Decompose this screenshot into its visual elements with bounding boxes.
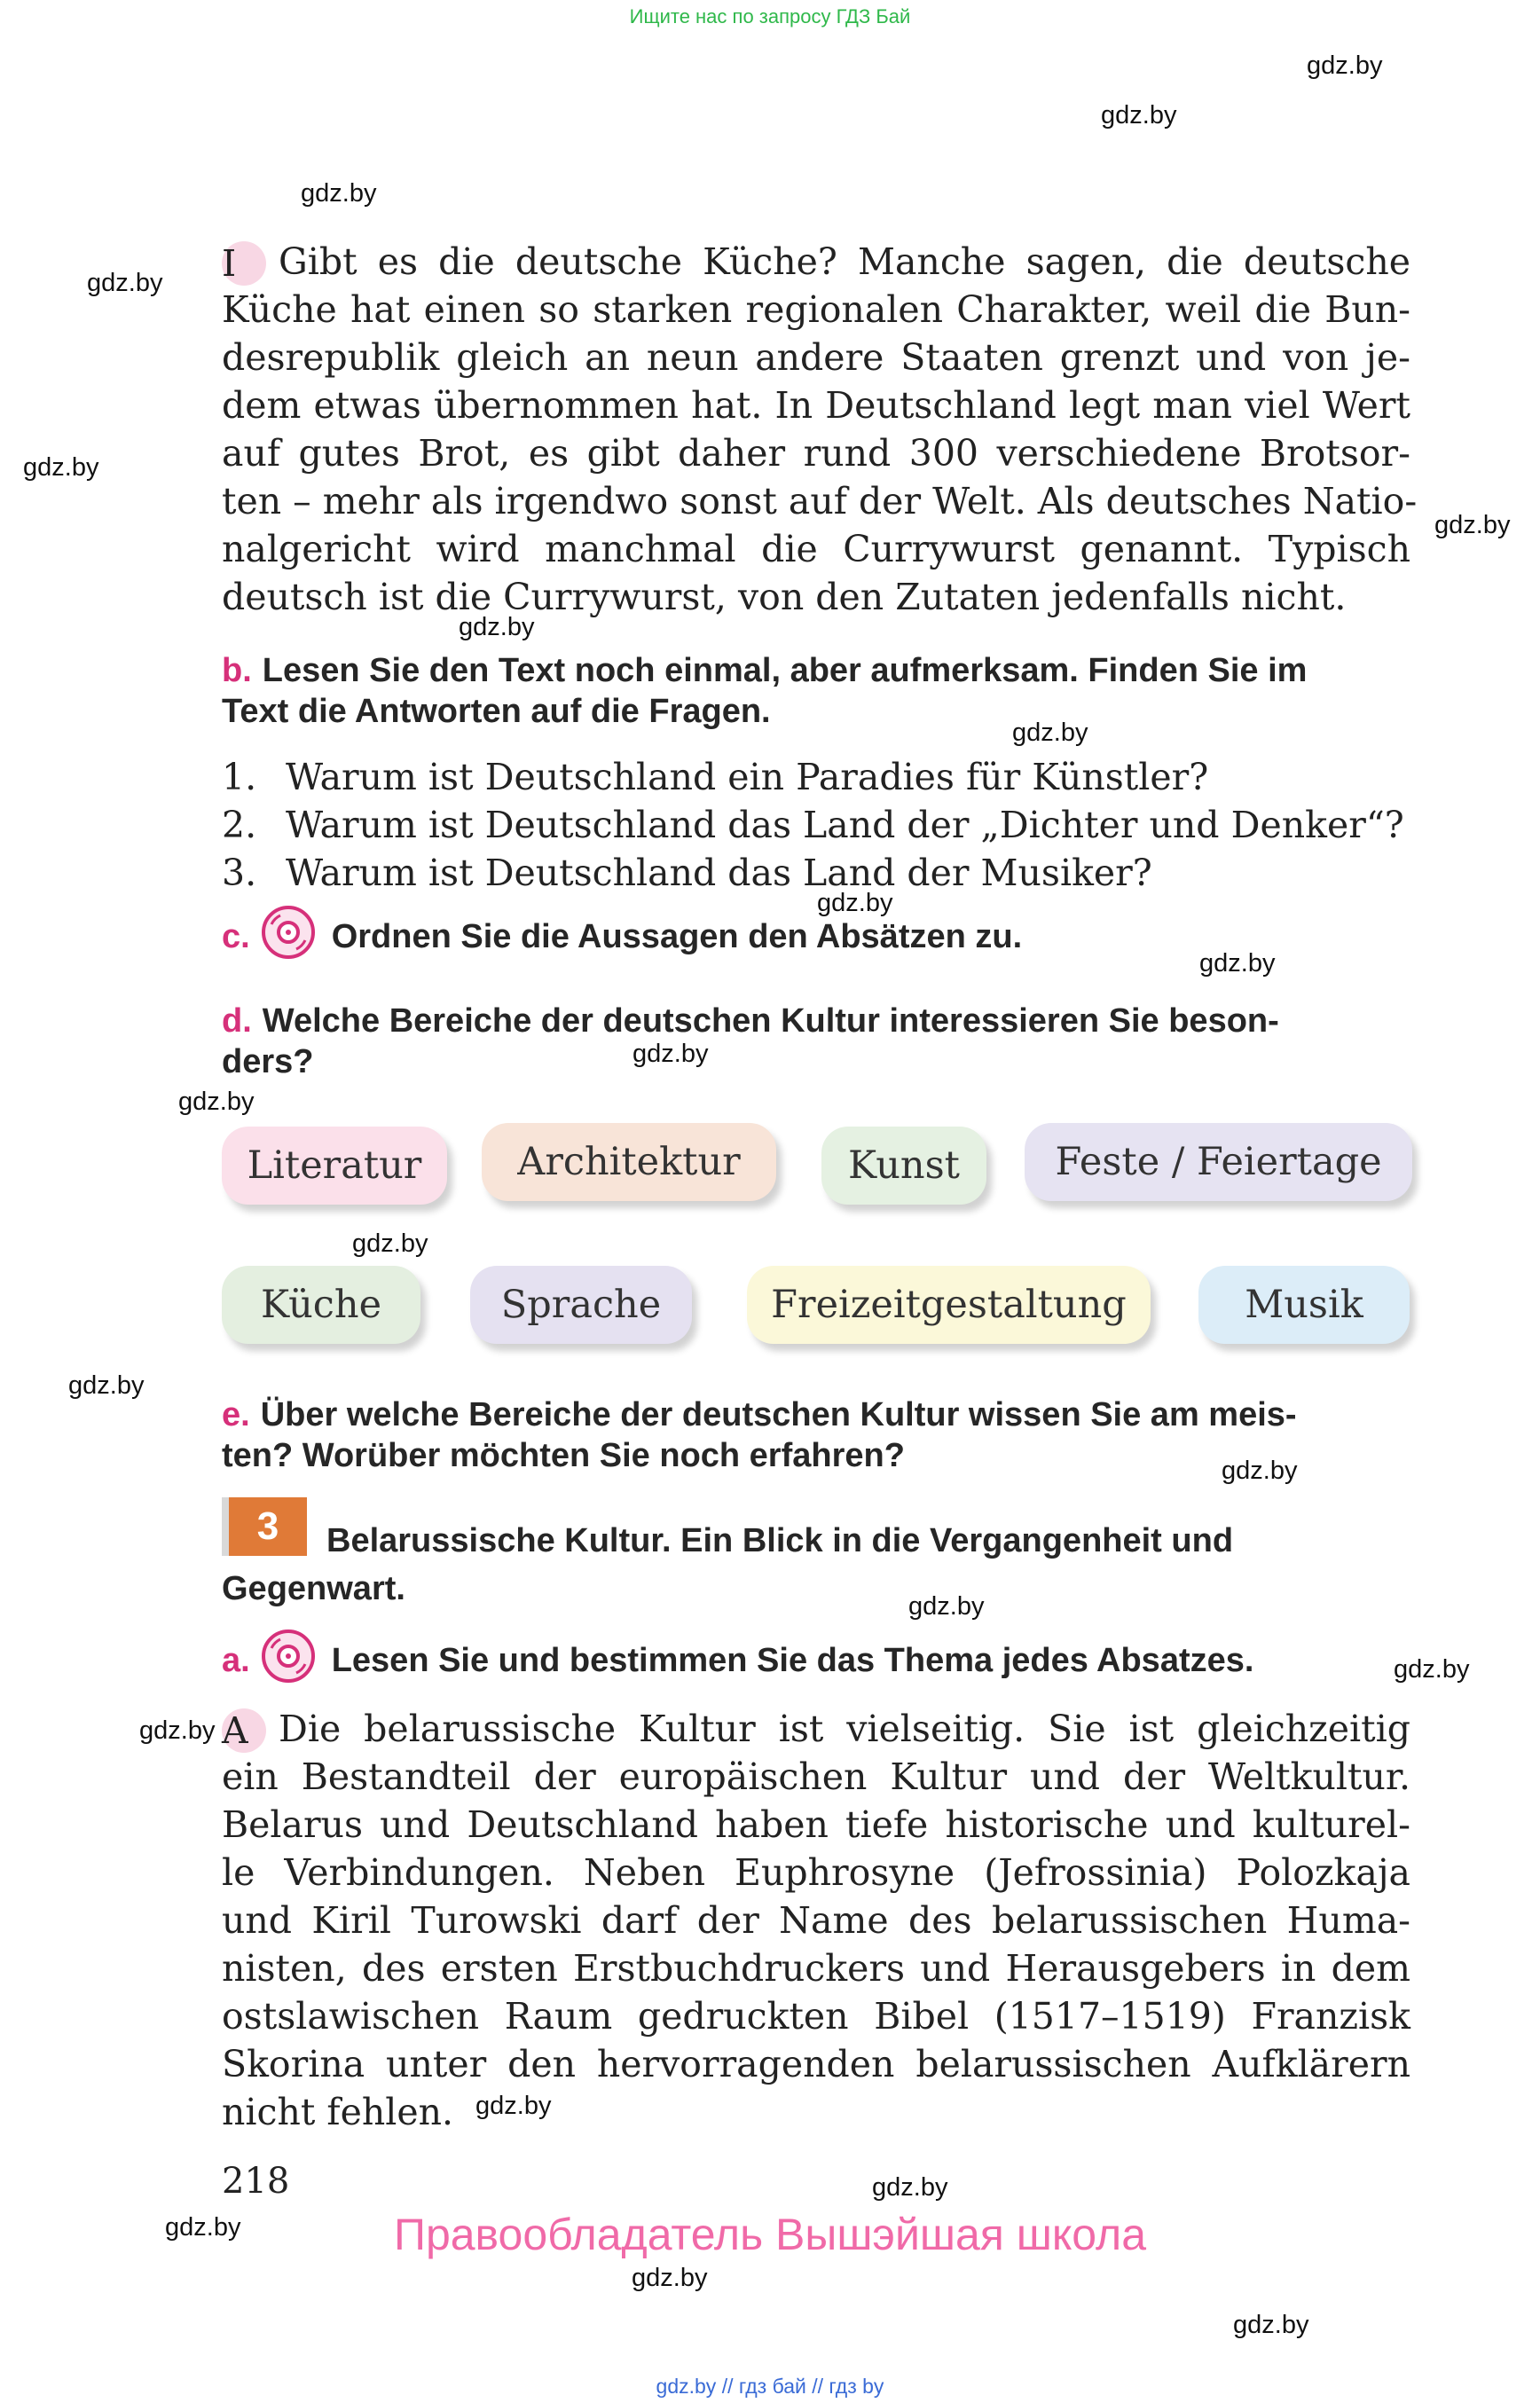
topic-chip-kunst: Kunst	[821, 1127, 986, 1205]
task-text: Ordnen Sie die Aussagen den Absätzen zu.	[331, 918, 1023, 955]
audio-cd-icon[interactable]	[261, 905, 316, 960]
task-a	[222, 1629, 1410, 1684]
section-title-line: Gegenwart.	[222, 1570, 405, 1607]
paragraph-i	[222, 238, 1418, 621]
task-label: c.	[222, 918, 250, 955]
footer-links[interactable]: gdz.by // гдз бай // гдз by	[656, 2375, 884, 2398]
watermark: gdz.by	[817, 889, 893, 917]
watermark: gdz.by	[1233, 2311, 1309, 2339]
question-item: 2. Warum ist Deutschland das Land der „Dichter und Denker“?	[222, 804, 1404, 846]
task-text: Text die Antworten auf die Fragen.	[222, 693, 771, 730]
watermark: gdz.by	[475, 2092, 552, 2120]
topic-chip-literatur: Literatur	[222, 1127, 447, 1205]
watermark: gdz.by	[1222, 1457, 1298, 1485]
watermark: gdz.by	[1434, 511, 1511, 539]
section-number-badge: 3	[222, 1497, 307, 1556]
paragraph-line: deutsch ist die Currywurst, von den Zutaten jedenfalls nicht.	[222, 576, 1347, 618]
top-search-note: Ищите нас по запросу ГДЗ Бай	[629, 5, 911, 27]
audio-cd-icon[interactable]	[261, 1629, 316, 1684]
topic-chip-feste-feiertage: Feste / Feiertage	[1025, 1123, 1412, 1201]
task-label: a.	[222, 1642, 250, 1679]
paragraph-letter-badge: A	[222, 1708, 266, 1753]
task-text: Über welche Bereiche der deutschen Kultur wissen Sie am meis-	[260, 1396, 1297, 1433]
page-number: 218	[222, 2161, 290, 2202]
watermark: gdz.by	[1012, 719, 1088, 747]
paragraph-line: A Die belarussische Kultur ist vielseitig. Sie ist gleichzeitig	[222, 1708, 1410, 1752]
task-text: Lesen Sie den Text noch einmal, aber aufmerksam. Finden Sie im	[262, 652, 1308, 689]
watermark: gdz.by	[632, 1040, 709, 1068]
task-label: b.	[222, 652, 252, 689]
watermark: gdz.by	[139, 1716, 216, 1745]
topic-chip-freizeitgestaltung: Freizeitgestaltung	[747, 1266, 1151, 1344]
paragraph-line: nisten, des ersten Erstbuchdruckers und Herausgebers in dem	[222, 1947, 1410, 1990]
paragraph-line: ein Bestandteil der europäischen Kultur und der Weltkultur.	[222, 1755, 1410, 1798]
task-label: d.	[222, 1002, 252, 1040]
question-item: 3. Warum ist Deutschland das Land der Musiker?	[222, 852, 1152, 894]
watermark: gdz.by	[87, 269, 163, 297]
paragraph-line: Skorina unter den hervorragenden belarussischen Aufklärern	[222, 2043, 1410, 2085]
watermark: gdz.by	[1307, 51, 1383, 80]
paragraph-line: Küche hat einen so starken regionalen Charakter, weil die Bun-	[222, 288, 1410, 331]
section-title-line: Belarussische Kultur. Ein Blick in die Vergangenheit und	[326, 1522, 1234, 1559]
paragraph-line: ten – mehr als irgendwo sonst auf der Welt. Als deutsches Natio-	[222, 480, 1418, 522]
paragraph-line: le Verbindungen. Neben Euphrosyne (Jefrossinia) Polozkaja	[222, 1851, 1410, 1894]
watermark: gdz.by	[908, 1592, 985, 1621]
paragraph-letter-badge: I	[222, 241, 266, 286]
paragraph-line: desrepublik gleich an neun andere Staaten grenzt und von je-	[222, 336, 1410, 379]
task-d	[222, 1001, 1410, 1082]
task-text: ders?	[222, 1043, 314, 1080]
paragraph-line: nicht fehlen.	[222, 2091, 454, 2133]
question-item: 1. Warum ist Deutschland ein Paradies für Künstler?	[222, 756, 1209, 798]
watermark: gdz.by	[1199, 949, 1276, 978]
paragraph-line: ostslawischen Raum gedruckten Bibel (1517–1519) Franzisk	[222, 1995, 1410, 2038]
paragraph-line: Belarus und Deutschland haben tiefe historische und kulturel-	[222, 1803, 1410, 1846]
task-text: Welche Bereiche der deutschen Kultur interessieren Sie beson-	[262, 1002, 1279, 1040]
task-e	[222, 1394, 1410, 1476]
watermark: gdz.by	[1101, 101, 1177, 130]
task-text: Lesen Sie und bestimmen Sie das Thema jedes Absatzes.	[331, 1642, 1254, 1679]
watermark: gdz.by	[352, 1229, 428, 1258]
watermark: gdz.by	[68, 1371, 145, 1400]
paragraph-line: I Gibt es die deutsche Küche? Manche sagen, die deutsche	[222, 240, 1410, 285]
topic-chip-sprache: Sprache	[470, 1266, 692, 1344]
paragraph-line: dem etwas übernommen hat. In Deutschland legt man viel Wert	[222, 384, 1410, 427]
topic-chip-musik: Musik	[1198, 1266, 1410, 1344]
task-c	[222, 905, 1410, 960]
topic-chip-kueche: Küche	[222, 1266, 420, 1344]
rights-holder: Правообладатель Вышэйшая школа	[394, 2210, 1146, 2259]
watermark: gdz.by	[1394, 1655, 1470, 1684]
section-3-title	[222, 1517, 1410, 1613]
watermark: gdz.by	[23, 453, 99, 482]
paragraph-a	[222, 1705, 1410, 2136]
task-b	[222, 650, 1410, 732]
task-text: ten? Worüber möchten Sie noch erfahren?	[222, 1437, 905, 1474]
watermark: gdz.by	[165, 2213, 241, 2242]
topic-chip-architektur: Architektur	[482, 1123, 776, 1201]
paragraph-line: auf gutes Brot, es gibt daher rund 300 verschiedene Brotsor-	[222, 432, 1410, 475]
watermark: gdz.by	[872, 2173, 948, 2202]
watermark: gdz.by	[632, 2264, 708, 2292]
question-list	[222, 753, 1410, 897]
task-label: e.	[222, 1396, 250, 1433]
paragraph-line: und Kiril Turowski darf der Name des belarussischen Huma-	[222, 1899, 1410, 1942]
watermark: gdz.by	[178, 1088, 255, 1116]
paragraph-line: nalgericht wird manchmal die Currywurst genannt. Typisch	[222, 528, 1410, 570]
watermark: gdz.by	[301, 179, 377, 208]
watermark: gdz.by	[459, 613, 535, 641]
